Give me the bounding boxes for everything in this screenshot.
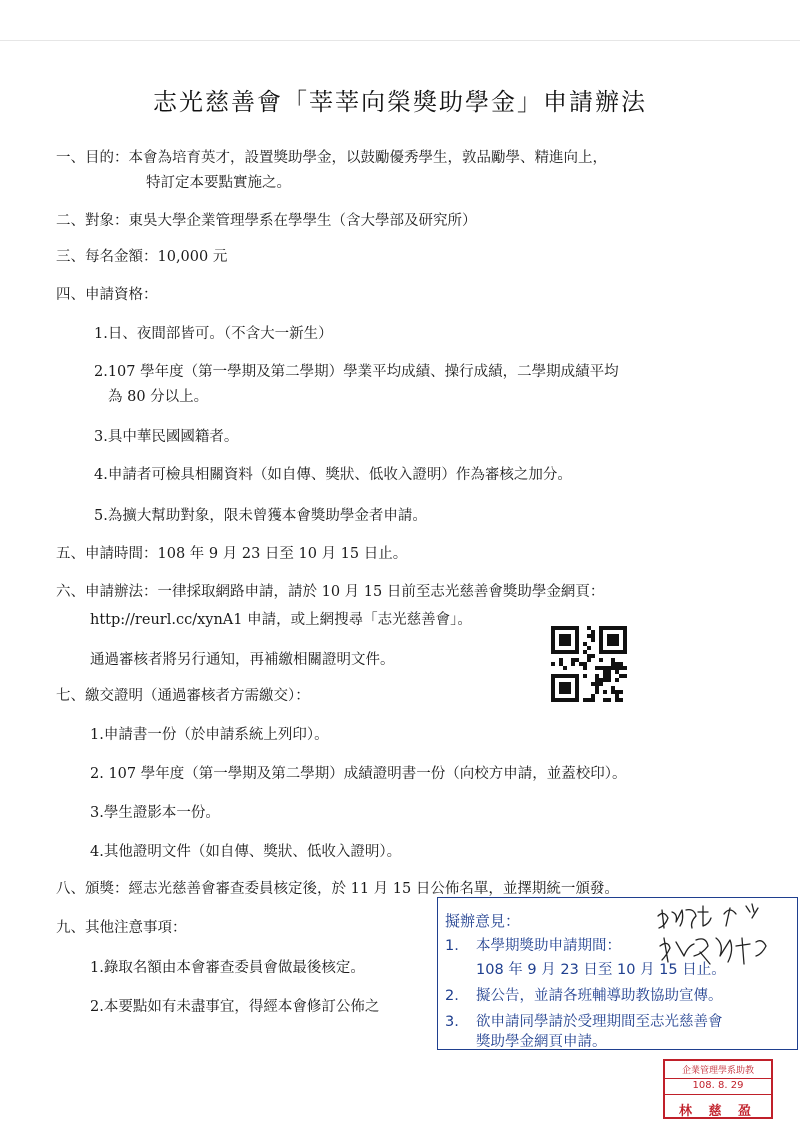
section-text: 經志光慈善會審查委員核定後，於 11 月 15 日公佈名單，並擇期統一頒發。	[128, 881, 619, 897]
eligibility-item-2: 2.107 學年度（第一學期及第二學期）學業平均成績、操行成績，二學期成績平均	[94, 364, 619, 380]
qr-code-icon	[551, 626, 627, 702]
opinion-item-line: 本學期獎助申請期間：	[476, 938, 621, 954]
section-text: 東吳大學企業管理學系在學學生（含大學部及研究所）	[128, 213, 477, 229]
opinion-item-number: 1.	[445, 938, 459, 954]
section-documents	[56, 686, 310, 706]
section-label: 一、目的：	[56, 150, 129, 166]
section-amount	[56, 247, 227, 267]
section-apply-time	[56, 544, 407, 564]
section-text: 本會為培育英才，設置獎助學金，以鼓勵優秀學生，敦品勵學、精進向上，	[128, 150, 607, 166]
section-label: 二、對象：	[56, 213, 129, 229]
section-label: 六、申請辦法：	[56, 584, 158, 600]
section-label: 三、每名金額：	[56, 249, 158, 265]
opinion-title: 擬辦意見：	[445, 912, 521, 930]
eligibility-item-2-continuation: 為 80 分以上。	[108, 389, 209, 405]
stamp-department: 企業管理學系助教	[665, 1063, 771, 1079]
section-text: 10,000 元	[157, 249, 228, 265]
eligibility-item-3: 3.具中華民國國籍者。	[94, 429, 239, 445]
section-label: 八、頒獎：	[56, 881, 129, 897]
opinion-item-line: 欲申請同學請於受理期間至志光慈善會	[476, 1014, 723, 1030]
approval-stamp	[663, 1059, 773, 1119]
opinion-item-line: 獎助學金網頁申請。	[476, 1034, 607, 1050]
opinion-item-number: 3.	[445, 1014, 459, 1030]
note-item-2: 2.本要點如有未盡事宜，得經本會修訂公佈之	[90, 999, 380, 1015]
document-item-4: 4.其他證明文件（如自傳、獎狀、低收入證明）。	[90, 844, 402, 860]
apply-notice-line: 通過審核者將另行通知，再補繳相關證明文件。	[90, 652, 395, 668]
opinion-item-line: 108 年 9 月 23 日至 10 月 15 日止。	[476, 962, 726, 978]
section-label: 九、其他注意事項：	[56, 920, 187, 936]
eligibility-item-4: 4.申請者可檢具相關資料（如自傳、獎狀、低收入證明）作為審核之加分。	[94, 467, 572, 483]
stamp-date: 108. 8. 29	[665, 1080, 771, 1095]
document-item-3: 3.學生證影本一份。	[90, 805, 220, 821]
note-item-1: 1.錄取名額由本會審查委員會做最後核定。	[90, 960, 365, 976]
section-label: 四、申請資格：	[56, 287, 158, 303]
section-text: （通過審核者方需繳交）：	[143, 688, 310, 704]
document-item-2: 2. 107 學年度（第一學期及第二學期）成績證明書一份（向校方申請，並蓋校印）。	[90, 766, 627, 782]
section-text: 108 年 9 月 23 日至 10 月 15 日止。	[157, 546, 408, 562]
section-other-notes	[56, 918, 187, 938]
handwritten-signature	[650, 902, 790, 982]
section-eligibility	[56, 285, 158, 305]
eligibility-item-5: 5.為擴大幫助對象，限未曾獲本會獎助學金者申請。	[94, 508, 427, 524]
opinion-item-number: 2.	[445, 988, 459, 1004]
page-top-rule	[0, 40, 800, 41]
page-title: 志光慈善會「莘莘向榮獎助學金」申請辦法	[153, 88, 647, 116]
section-label: 七、繳交證明	[56, 688, 143, 704]
apply-url-line: http://reurl.cc/xynA1 申請，或上網搜尋「志光慈善會」。	[90, 612, 472, 628]
section-text: 一律採取網路申請，請於 10 月 15 日前至志光慈善會獎助學金網頁：	[157, 584, 605, 600]
section-purpose-continuation: 特訂定本要點實施之。	[146, 175, 291, 191]
opinion-item-line: 擬公告，並請各班輔導助教協助宣傳。	[476, 988, 723, 1004]
section-award	[56, 879, 619, 899]
section-label: 五、申請時間：	[56, 546, 158, 562]
section-apply-method	[56, 582, 604, 602]
section-purpose	[56, 148, 607, 168]
document-item-1: 1.申請書一份（於申請系統上列印）。	[90, 727, 329, 743]
eligibility-item-1: 1.日、夜間部皆可。（不含大一新生）	[94, 326, 333, 342]
section-target	[56, 211, 477, 231]
stamp-name: 林 慈 盈	[678, 1104, 758, 1119]
